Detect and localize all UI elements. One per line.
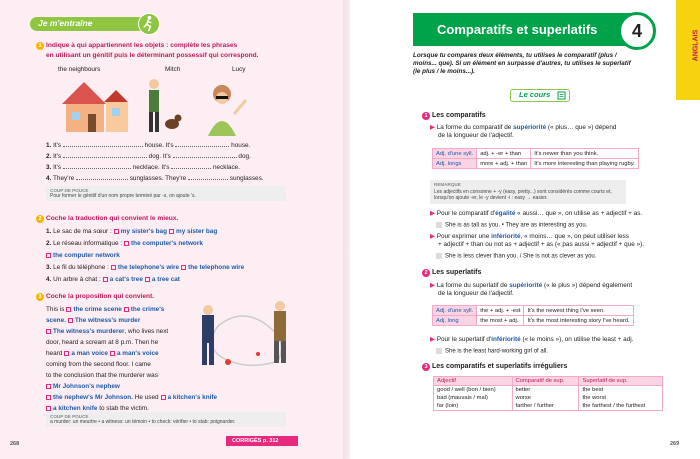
- table-row: Adj. long the most + adj. It's the most interesting story I've heard.: [433, 316, 634, 326]
- right-page: [350, 0, 700, 459]
- table-row: far (loin) farther / further the farthest / the furthest: [434, 402, 663, 411]
- runner-icon: [138, 13, 160, 35]
- q3-tip-box: [46, 412, 286, 427]
- q1-line-4: 4. They're sunglasses. They're sunglasses.: [46, 175, 264, 182]
- q3-line-8: Mr Johnson's nephew: [46, 383, 120, 390]
- irregular-table: [433, 376, 663, 411]
- checkbox[interactable]: [46, 406, 51, 411]
- tip-title: COUP DE POUCE: [50, 414, 89, 419]
- checkbox[interactable]: [124, 241, 129, 246]
- q1-tip-box: [46, 186, 286, 201]
- checkbox[interactable]: [46, 384, 51, 389]
- table-row: bad (mauvais / mal) worse the worst: [434, 394, 663, 402]
- q3-line-7: to the conclusion that the murderer was: [46, 372, 158, 379]
- rule-egalite: ▶ Pour le comparatif d'égalité « aussi… que », on utilise as + adjectif + as.: [430, 210, 643, 217]
- q2-instruction: 2 Coche la traduction qui convient le mieux.: [36, 215, 178, 223]
- rule-superlatif: ▶ La forme du superlatif de supériorité (« le plus ») dépend également de la longueur de l'adjectif.: [430, 282, 633, 297]
- audio-icon[interactable]: [436, 348, 442, 354]
- page-number-right: 269: [670, 441, 680, 447]
- chapter-number: 4: [618, 12, 656, 50]
- mitch-with-dog-image: [149, 79, 182, 132]
- answer-field[interactable]: [175, 141, 229, 147]
- q1-instruction-2: en utilisant un génitif puis le déterminant possessif qui correspond.: [46, 52, 259, 59]
- q2-item-3: 3. Le fil du téléphone : the telephone's wire the telephone wire: [46, 264, 245, 271]
- checkbox[interactable]: [46, 329, 51, 334]
- answer-field[interactable]: [63, 152, 147, 158]
- q3-number: 3: [36, 293, 44, 301]
- example-inferiorite: She is less clever than you. / She is not as clever as you.: [436, 253, 596, 260]
- rule-inferiorite: ▶ Pour exprimer une infériorité, « moins… que », on peut utiliser less + adjectif + than ou not as + adjectif + as (« pas aussi + adjectif + que »).: [430, 233, 645, 248]
- comparatif-table: [432, 148, 639, 169]
- crime-scene-image: [188, 296, 298, 374]
- q3-line-10: a kitchen knife to stab the victim.: [46, 405, 149, 412]
- q3-line-6: coming from the second floor. I came: [46, 361, 151, 368]
- q3-line-4: door, heard a scream at 8 p.m. Then he: [46, 339, 159, 346]
- tip-text: a murder: un meurtre • a witness: un témoin • to check: vérifier • to stab: poignarder.: [50, 419, 236, 425]
- rule-superlatif-inferiorite: ▶ Pour le superlatif d'infériorité (« le moins »), on utilise the least + adj.: [430, 336, 634, 343]
- q1-instruction: [36, 42, 237, 50]
- q1-line-2: 2. It's dog. It's dog.: [46, 153, 251, 160]
- checkbox[interactable]: [124, 307, 129, 312]
- table-row: Adj. longs more + adj. + than It's more interesting than playing rugby.: [433, 159, 639, 169]
- checkbox[interactable]: [46, 253, 51, 258]
- q2-item-4: 4. Un arbre à chat : a cat's tree a tree cat: [46, 276, 180, 283]
- cours-tab: Le cours: [510, 89, 570, 102]
- rule-superiorite: ▶ La forme du comparatif de supériorité (« plus… que ») dépend de la longueur de l'adjectif.: [430, 124, 617, 139]
- checkbox[interactable]: [161, 395, 166, 400]
- label-lucy: Lucy: [232, 66, 246, 73]
- lucy-image: [208, 85, 246, 136]
- label-neighbours: the neighbours: [58, 66, 101, 73]
- chapter-title: Comparatifs et superlatifs: [437, 22, 598, 37]
- audio-icon[interactable]: [436, 222, 442, 228]
- q3-line-1: This is the crime scene the crime's: [46, 306, 165, 313]
- q3-line-5: heard a man voice a man's voice: [46, 350, 159, 357]
- page-number-left: 268: [10, 441, 20, 447]
- table-row: good / well (bon / bien) better the best: [434, 386, 663, 395]
- corriges-link[interactable]: CORRIGÉS p. 312: [226, 436, 298, 446]
- table-header: Adjectif Comparatif de sup. Superlatif de sup.: [434, 377, 663, 386]
- label-mitch: Mitch: [165, 66, 181, 73]
- checkbox[interactable]: [169, 229, 174, 234]
- checkbox[interactable]: [68, 318, 73, 323]
- exercise-banner-title: Je m'entraîne: [38, 18, 93, 28]
- q3-line-9: the nephew's Mr Johnson. He used a kitchen's knife: [46, 394, 217, 401]
- example-superlatif: She is the least hard-working girl of all.: [436, 348, 548, 355]
- q3-instruction: 3 Coche la proposition qui convient.: [36, 293, 154, 301]
- answer-field[interactable]: [171, 163, 211, 169]
- chapter-title-bar: [413, 13, 643, 46]
- checkbox[interactable]: [103, 277, 108, 282]
- subject-label: ANGLAIS: [692, 29, 700, 62]
- q1-number: 1: [36, 42, 44, 50]
- q3-line-2: scene. The witness's murder: [46, 317, 141, 324]
- answer-field[interactable]: [188, 174, 228, 180]
- q1-line-1: 1. It's house. It's house.: [46, 142, 251, 149]
- section-comparatifs: 1 Les comparatifs: [422, 112, 486, 120]
- q1-illustration: [54, 74, 294, 136]
- checkbox[interactable]: [145, 277, 150, 282]
- answer-field[interactable]: [63, 141, 143, 147]
- section-superlatifs: 2 Les superlatifs: [422, 269, 481, 277]
- house-image: [62, 82, 128, 132]
- superlatif-table: [432, 305, 634, 326]
- checkbox[interactable]: [46, 395, 51, 400]
- intro-text: Lorsque tu compares deux éléments, tu utilises le comparatif (plus / moins... que). Si un élément en surpasse d'autres, tu utilises le superlatif (le plus / le moins...).: [413, 52, 631, 75]
- answer-field[interactable]: [173, 152, 237, 158]
- notebook-icon: [557, 91, 566, 100]
- q2-number: 2: [36, 215, 44, 223]
- checkbox[interactable]: [111, 265, 116, 270]
- checkbox[interactable]: [114, 229, 119, 234]
- remark-box: REMARQUE Les adjectifs en consonne + -y (easy, pretty...) sont considérés comme courts et, lorsqu'on ajoute -er, le -y devient -i : easy → easier.: [430, 180, 626, 204]
- table-row: Adj. d'une syll. the + adj. + -est It's the newest thing I've seen.: [433, 306, 634, 316]
- tip-text: Pour former le génitif d'un nom propre terminé par -s, on ajoute 's.: [50, 193, 196, 199]
- q1-instr-line1: Indique à qui appartiennent les objets : complète les phrases: [46, 42, 238, 49]
- subject-tab: [676, 0, 700, 100]
- q2-item-2: 2. Le réseau informatique : the computer's network: [46, 240, 203, 247]
- q3-line-3: The witness's murderer, who lives next: [46, 328, 168, 335]
- q2-item-2b: the computer network: [46, 252, 120, 259]
- q1-line-3: 3. It's necklace. It's necklace.: [46, 164, 240, 171]
- q2-item-1: 1. Le sac de ma sœur : my sister's bag my sister bag: [46, 228, 218, 235]
- example-egalite: She is as tall as you. • They are as interesting as you.: [436, 222, 587, 229]
- tip-title: COUP DE POUCE: [50, 188, 89, 193]
- answer-field[interactable]: [63, 163, 131, 169]
- table-row: Adj. d'une syll. adj. + -er + than It's newer than you think.: [433, 149, 639, 159]
- audio-icon[interactable]: [436, 253, 442, 259]
- checkbox[interactable]: [110, 351, 115, 356]
- answer-field[interactable]: [76, 174, 128, 180]
- checkbox[interactable]: [64, 351, 69, 356]
- checkbox[interactable]: [181, 265, 186, 270]
- section-irreguliers: 3 Les comparatifs et superlatifs irréguliers: [422, 363, 567, 371]
- checkbox[interactable]: [66, 307, 71, 312]
